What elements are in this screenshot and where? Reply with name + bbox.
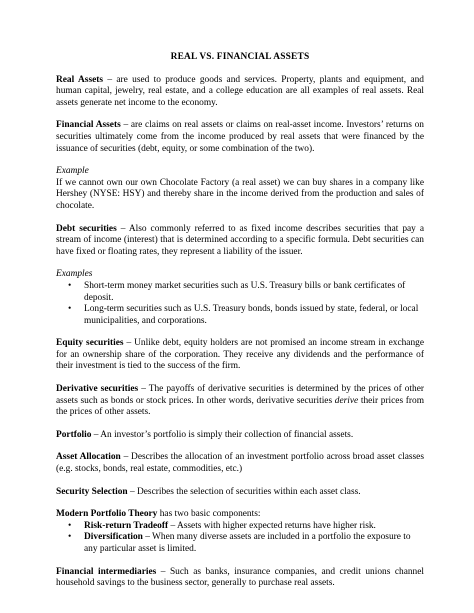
real-assets-term: Real Assets: [56, 74, 104, 85]
portfolio-text: – An investor’s portfolio is simply their collection of financial assets.: [91, 429, 354, 440]
list-item-text: Long-term securities such as U.S. Treasury bonds, bonds issued by state, federal, or local municipalities, and corporations.: [84, 304, 419, 326]
risk-return-text: – Assets with higher expected returns have higher risk.: [168, 520, 376, 531]
financial-assets-text: – are claims on real assets or claims on real-asset income. Investors’ returns on securities ultimately come from the income produced by real assets that were financed by the issuance of securities (debt, equity, or some combination of the two).: [56, 120, 424, 154]
real-assets-paragraph: [56, 75, 424, 110]
security-selection-term: Security Selection: [56, 486, 128, 497]
list-item: [56, 521, 424, 533]
financial-intermediaries-paragraph: [56, 567, 424, 590]
example-paragraph: [56, 166, 424, 212]
example-label: Example: [56, 166, 89, 177]
bullet-icon: •: [68, 280, 72, 291]
portfolio-paragraph: [56, 430, 424, 442]
portfolio-term: Portfolio: [56, 429, 92, 440]
modern-portfolio-theory-paragraph: [56, 509, 424, 521]
debt-securities-paragraph: [56, 224, 424, 259]
bullet-icon: •: [68, 520, 72, 531]
examples-label: Examples: [56, 269, 93, 280]
list-item-text: Short-term money market securities such as U.S. Treasury bills or bank certificates of deposit.: [84, 280, 406, 303]
risk-return-term: Risk-return Tradeoff: [84, 520, 169, 531]
page-title: REAL VS. FINANCIAL ASSETS: [170, 52, 310, 62]
modern-portfolio-theory-term: Modern Portfolio Theory: [56, 509, 158, 520]
list-item: [56, 281, 424, 304]
derivative-securities-paragraph: [56, 384, 424, 419]
diversification-term: Diversification: [84, 532, 143, 543]
equity-securities-term: Equity securities: [56, 338, 124, 349]
examples-label-paragraph: [56, 269, 424, 281]
debt-securities-text: – Also commonly referred to as fixed income describes securities that pay a stream of income (interest) that is determined according to a specific formula. Debt securities can have fixed or floating rates, they represent a liability of the issuer.: [56, 223, 424, 257]
derivative-securities-term: Derivative securities: [56, 384, 139, 395]
derivative-securities-italic: derive: [334, 395, 359, 406]
example-text: If we cannot own our own Chocolate Factory (a real asset) we can buy shares in a company like Hershey (NYSE: HSY) and thereby share in the income derived from the production and sales of chocolate.: [56, 177, 424, 211]
bullet-icon: •: [68, 532, 72, 543]
equity-securities-text: – Unlike debt, equity holders are not promised an income stream in exchange for an ownership share of the corporation. They receive any dividends and the performance of their investment is tied to the success of the firm.: [56, 338, 424, 372]
financial-assets-paragraph: [56, 120, 424, 155]
list-item: [56, 304, 424, 327]
examples-list: [56, 281, 424, 327]
real-assets-text: – are used to produce goods and services. Property, plants and equipment, and human capital, jewelry, real estate, and a college education are all examples of real assets. Real assets generate net income to the economy.: [56, 74, 424, 108]
debt-securities-term: Debt securities: [56, 223, 117, 234]
document-page: [56, 52, 424, 601]
equity-securities-paragraph: [56, 338, 424, 373]
financial-intermediaries-term: Financial intermediaries: [56, 566, 157, 577]
asset-allocation-text: – Describes the allocation of an investment portfolio across broad asset classes (e.g. stocks, bonds, real estate, commodities, etc.): [56, 452, 424, 475]
bullet-icon: •: [68, 304, 72, 315]
derivative-securities-text-a: – The payoffs of derivative securities is determined by the prices of other assets such as bonds or stock prices. In other words, derivative securities: [56, 384, 424, 406]
derivative-securities-text-b: their prices from the prices of other assets.: [56, 395, 424, 418]
financial-intermediaries-text: – Such as banks, insurance companies, and credit unions channel household savings to the business sector, generally to purchase real assets.: [56, 566, 424, 589]
asset-allocation-paragraph: [56, 452, 424, 475]
security-selection-text: – Describes the selection of securities within each asset class.: [127, 486, 361, 497]
mpt-components-list: [56, 521, 424, 556]
list-item: [56, 532, 424, 555]
security-selection-paragraph: [56, 487, 424, 499]
diversification-text: – When many diverse assets are included in a portfolio the exposure to any particular asset is limited.: [84, 532, 411, 554]
financial-assets-term: Financial Assets: [56, 120, 121, 131]
asset-allocation-term: Asset Allocation: [56, 452, 121, 463]
modern-portfolio-theory-text: has two basic components:: [157, 509, 261, 520]
